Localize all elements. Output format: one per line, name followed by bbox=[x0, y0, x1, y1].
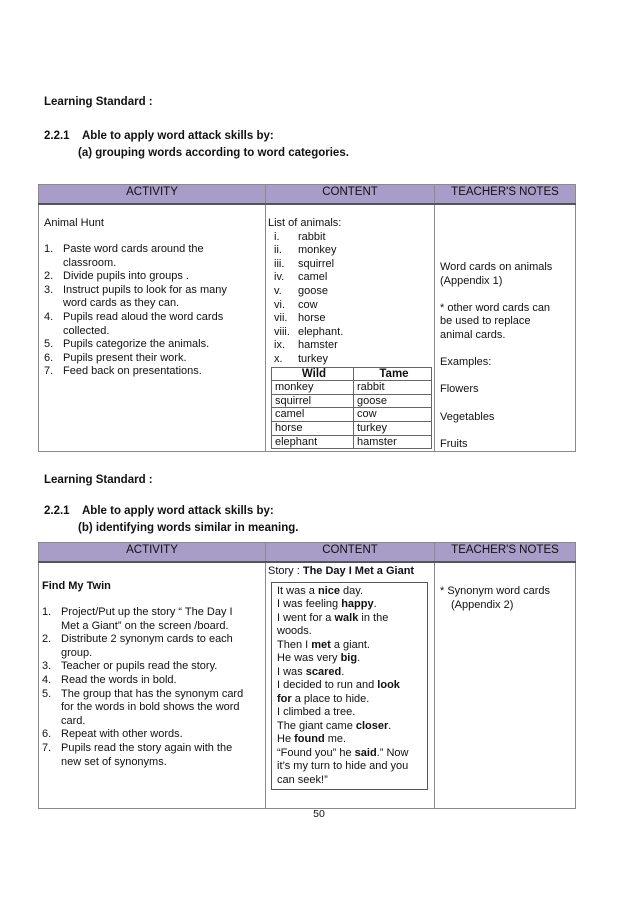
activity-table-1 bbox=[38, 184, 576, 452]
animal-name: squirrel bbox=[298, 257, 335, 270]
note-line: (Appendix 1) bbox=[440, 274, 503, 287]
step-text: Divide pupils into groups . bbox=[63, 270, 189, 283]
story-bold-word: look bbox=[377, 679, 400, 692]
animal-name: hamster bbox=[298, 339, 338, 352]
step-text: Pupils read aloud the word cards collected. bbox=[63, 310, 224, 337]
roman-numeral: vi. bbox=[274, 298, 285, 311]
note-line: Vegetables bbox=[440, 410, 495, 423]
animal-list-item bbox=[268, 244, 434, 258]
story-text: a place to hide. bbox=[291, 692, 370, 705]
story-bold-word: for bbox=[277, 692, 292, 705]
activity-cell-1 bbox=[39, 204, 266, 452]
note-line: Examples: bbox=[440, 356, 492, 369]
story-bold-word: walk bbox=[334, 611, 359, 624]
wild-cell: monkey bbox=[272, 381, 354, 395]
wild-cell: squirrel bbox=[272, 394, 354, 408]
step-number: 3. bbox=[42, 660, 52, 673]
content-intro-1: List of animals: bbox=[268, 217, 342, 229]
standard-sub-2: (b) identifying words similar in meaning. bbox=[78, 522, 299, 534]
activity-step bbox=[44, 352, 251, 366]
story-line bbox=[277, 679, 427, 693]
note-line bbox=[440, 397, 575, 411]
story-text: a giant. bbox=[330, 638, 370, 651]
story-text: I went for a bbox=[277, 611, 335, 624]
tame-header: Tame bbox=[354, 367, 432, 381]
story-line bbox=[277, 747, 427, 761]
note-line: * other word cards can bbox=[440, 301, 551, 314]
activity-title-1: Animal Hunt bbox=[44, 217, 104, 229]
animal-list-item bbox=[268, 353, 434, 367]
activity-step bbox=[42, 742, 253, 769]
standard-code-1: 2.2.1 bbox=[44, 130, 70, 142]
tame-cell: goose bbox=[354, 394, 432, 408]
story-text: in the bbox=[358, 611, 389, 624]
story-text: . bbox=[388, 719, 392, 732]
step-text: Project/Put up the story “ The Day I Met a Giant” on the screen /board. bbox=[61, 606, 233, 632]
step-text: Paste word cards around the classroom. bbox=[63, 243, 204, 269]
story-bold-word: found bbox=[294, 733, 325, 746]
story-line bbox=[277, 598, 427, 612]
activity-step bbox=[44, 311, 251, 338]
note-line: * Synonym word cards bbox=[440, 585, 551, 597]
tame-cell: turkey bbox=[354, 421, 432, 435]
story-text: day. bbox=[339, 584, 364, 597]
step-number: 4. bbox=[44, 310, 54, 323]
wild-cell: camel bbox=[272, 408, 354, 422]
story-box bbox=[271, 582, 428, 791]
story-title: The Day I Met a Giant bbox=[302, 565, 415, 577]
activity-table-2 bbox=[38, 542, 576, 809]
story-line bbox=[277, 706, 427, 720]
animal-name: goose bbox=[298, 284, 328, 297]
story-label: Story : bbox=[268, 565, 303, 577]
story-bold-word: met bbox=[311, 638, 331, 651]
step-number: 5. bbox=[42, 687, 52, 700]
step-text: Instruct pupils to look for as many word cards as they can. bbox=[63, 283, 227, 310]
story-bold-word: closer bbox=[355, 719, 389, 732]
story-text: The giant came bbox=[277, 719, 356, 732]
step-number: 3. bbox=[44, 283, 54, 296]
note-line: Word cards on animals bbox=[440, 261, 553, 273]
animal-list-item bbox=[268, 271, 434, 285]
table-row bbox=[272, 408, 432, 422]
header-activity-1: ACTIVITY bbox=[39, 185, 266, 205]
activity-steps-2 bbox=[42, 606, 261, 769]
step-text: Distribute 2 synonym cards to each group. bbox=[61, 633, 233, 659]
table-row bbox=[272, 421, 432, 435]
animal-name: monkey bbox=[298, 244, 337, 257]
step-text: Feed back on presentations. bbox=[63, 365, 202, 378]
step-number: 1. bbox=[44, 243, 54, 255]
header-content-2: CONTENT bbox=[266, 543, 435, 563]
animal-list-item bbox=[268, 312, 434, 326]
header-notes-1: TEACHER'S NOTES bbox=[435, 185, 576, 205]
step-text: Pupils read the story again with the new set of synonyms. bbox=[61, 741, 233, 768]
table-row bbox=[272, 435, 432, 449]
header-activity-2: ACTIVITY bbox=[39, 543, 266, 563]
story-line bbox=[277, 585, 427, 599]
animal-list-item bbox=[268, 299, 434, 313]
story-text: can seek!” bbox=[277, 773, 328, 786]
animal-name: camel bbox=[298, 271, 328, 284]
note-line: animal cards. bbox=[440, 328, 506, 341]
animal-list bbox=[268, 231, 434, 367]
learning-standard-heading-1: Learning Standard : bbox=[44, 96, 153, 108]
activity-step bbox=[42, 606, 253, 633]
step-number: 6. bbox=[44, 351, 54, 364]
table-row bbox=[272, 381, 432, 395]
roman-numeral: v. bbox=[274, 284, 282, 297]
note-line bbox=[440, 370, 575, 384]
note-line: (Appendix 2) bbox=[451, 598, 514, 611]
tame-cell: cow bbox=[354, 408, 432, 422]
story-text: He was very bbox=[277, 652, 341, 665]
animal-name: turkey bbox=[298, 352, 328, 365]
step-number: 6. bbox=[42, 728, 52, 741]
story-line bbox=[277, 693, 427, 707]
step-text: Pupils present their work. bbox=[63, 351, 187, 364]
story-text: Then I bbox=[277, 638, 312, 651]
roman-numeral: viii. bbox=[274, 325, 290, 338]
story-text: me. bbox=[324, 733, 347, 746]
tame-cell: hamster bbox=[354, 435, 432, 449]
step-number: 4. bbox=[42, 673, 52, 686]
standard-sub-1: (a) grouping words according to word categories. bbox=[78, 147, 349, 159]
step-text: Pupils categorize the animals. bbox=[63, 338, 210, 351]
activity-step bbox=[42, 728, 253, 742]
header-content-1: CONTENT bbox=[266, 185, 435, 205]
activity-step bbox=[44, 284, 251, 311]
wild-cell: elephant bbox=[272, 435, 354, 449]
activity-steps-1 bbox=[44, 243, 261, 379]
story-heading bbox=[268, 565, 434, 579]
note-line bbox=[440, 288, 575, 302]
story-bold-word: big bbox=[340, 652, 358, 665]
activity-step bbox=[44, 365, 251, 379]
story-text: It was a bbox=[277, 584, 318, 597]
story-text: I was feeling bbox=[277, 598, 342, 611]
step-number: 1. bbox=[42, 606, 52, 618]
roman-numeral: ix. bbox=[274, 339, 285, 352]
step-number: 5. bbox=[44, 338, 54, 351]
activity-step bbox=[42, 633, 253, 660]
activity-cell-2 bbox=[39, 562, 266, 809]
story-text: .” Now bbox=[376, 746, 409, 759]
story-text: I climbed a tree. bbox=[277, 706, 356, 719]
animal-list-item bbox=[268, 339, 434, 353]
activity-title-2: Find My Twin bbox=[42, 580, 111, 592]
story-text: “Found you” he bbox=[277, 746, 355, 759]
step-number: 2. bbox=[44, 270, 54, 283]
learning-standard-heading-2: Learning Standard : bbox=[44, 474, 153, 486]
story-line bbox=[277, 639, 427, 653]
animal-list-item bbox=[268, 231, 434, 245]
notes-cell-1 bbox=[435, 204, 576, 452]
story-text: woods. bbox=[277, 625, 312, 638]
story-bold-word: scared bbox=[305, 665, 342, 678]
table-row bbox=[272, 394, 432, 408]
animal-list-item bbox=[268, 258, 434, 272]
activity-step bbox=[44, 270, 251, 284]
notes-text-2 bbox=[435, 563, 575, 612]
activity-step bbox=[42, 688, 253, 729]
story-text: He bbox=[277, 733, 295, 746]
step-number: 2. bbox=[42, 633, 52, 646]
content-cell-1 bbox=[266, 204, 435, 452]
story-text: . bbox=[357, 652, 361, 665]
step-text: Read the words in bold. bbox=[61, 673, 177, 686]
story-line bbox=[277, 733, 427, 747]
wild-cell: horse bbox=[272, 421, 354, 435]
wild-header: Wild bbox=[272, 367, 354, 381]
step-text: The group that has the synonym card for the words in bold shows the word card. bbox=[61, 687, 244, 727]
story-text: . bbox=[341, 665, 345, 678]
story-line bbox=[277, 760, 427, 774]
animal-name: horse bbox=[298, 312, 326, 325]
tame-cell: rabbit bbox=[354, 381, 432, 395]
story-line bbox=[277, 625, 427, 639]
note-line: Fruits bbox=[440, 437, 468, 450]
story-line bbox=[277, 774, 427, 788]
learning-standard-statement-1 bbox=[44, 128, 349, 162]
note-line bbox=[440, 343, 575, 357]
step-number: 7. bbox=[44, 365, 54, 378]
roman-numeral: vii. bbox=[274, 312, 288, 325]
notes-cell-2 bbox=[435, 562, 576, 809]
step-number: 7. bbox=[42, 741, 52, 754]
story-text: I decided to run and bbox=[277, 679, 378, 692]
standard-text-2: Able to apply word attack skills by: bbox=[82, 505, 274, 517]
story-line bbox=[277, 612, 427, 626]
story-bold-word: nice bbox=[317, 584, 340, 597]
standard-text-1: Able to apply word attack skills by: bbox=[82, 130, 274, 142]
note-line: be used to replace bbox=[440, 315, 531, 328]
page-number: 50 bbox=[313, 808, 325, 820]
learning-standard-statement-2 bbox=[44, 503, 298, 537]
story-text: I was bbox=[277, 665, 306, 678]
animal-name: cow bbox=[298, 298, 318, 311]
note-line bbox=[440, 424, 575, 438]
roman-numeral: iii. bbox=[274, 257, 285, 270]
note-line: Flowers bbox=[440, 383, 479, 396]
notes-text-1 bbox=[435, 205, 575, 451]
roman-numeral: i. bbox=[274, 230, 280, 243]
step-text: Teacher or pupils read the story. bbox=[61, 660, 218, 673]
activity-step bbox=[42, 674, 253, 688]
story-line bbox=[277, 652, 427, 666]
roman-numeral: iv. bbox=[274, 271, 285, 284]
wild-tame-table bbox=[271, 367, 432, 450]
animal-name: rabbit bbox=[298, 230, 326, 243]
story-text: it’s my turn to hide and you bbox=[277, 760, 409, 773]
animal-name: elephant. bbox=[298, 325, 344, 338]
activity-step bbox=[44, 338, 251, 352]
standard-code-2: 2.2.1 bbox=[44, 505, 70, 517]
animal-list-item bbox=[268, 326, 434, 340]
story-bold-word: happy bbox=[341, 598, 374, 611]
roman-numeral: ii. bbox=[274, 244, 282, 257]
animal-list-item bbox=[268, 285, 434, 299]
story-line bbox=[277, 720, 427, 734]
story-line bbox=[277, 666, 427, 680]
header-notes-2: TEACHER'S NOTES bbox=[435, 543, 576, 563]
story-bold-word: said bbox=[354, 746, 377, 759]
roman-numeral: x. bbox=[274, 352, 283, 365]
step-text: Repeat with other words. bbox=[61, 728, 183, 741]
activity-step bbox=[44, 243, 251, 270]
activity-step bbox=[42, 660, 253, 674]
content-cell-2 bbox=[266, 562, 435, 809]
story-text: . bbox=[373, 598, 377, 611]
